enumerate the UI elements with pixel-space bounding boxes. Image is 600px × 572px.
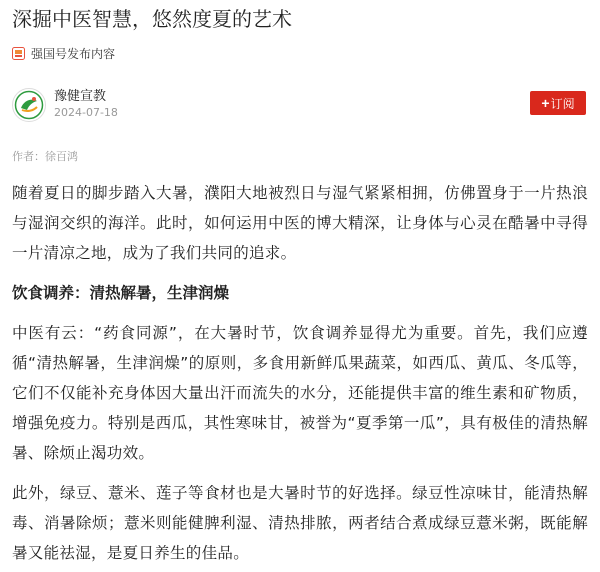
- badge-icon: [12, 47, 25, 60]
- reporter-line: 作者：徐百鸿: [12, 150, 78, 163]
- source-line: [12, 44, 115, 62]
- article-body: [12, 178, 588, 568]
- body-paragraph: 此外，绿豆、薏米、莲子等食材也是大暑时节的好选择。绿豆性凉味甘，能清热解毒、消暑除烦；薏米则能健脾利湿、清热排脓，两者结合煮成绿豆薏米粥，既能解暑又能祛湿，是夏日养生的佳品。: [12, 484, 588, 562]
- author-name[interactable]: 豫健宣教: [54, 89, 107, 104]
- body-paragraph: 中医有云：“药食同源”，在大暑时节，饮食调养显得尤为重要。首先，我们应遵循“清热解暑，生津润燥”的原则，多食用新鲜瓜果蔬菜，如西瓜、黄瓜、冬瓜等，它们不仅能补充身体因大量出汗而流失的水分，还能提供丰富的维生素和矿物质，增强免疫力。特别是西瓜，其性寒味甘，被誉为“夏季第一瓜”，具有极佳的清热解暑、除烦止渴功效。: [12, 324, 588, 462]
- publish-date: 2024-07-18: [54, 106, 118, 119]
- health-logo-icon[interactable]: [12, 88, 46, 122]
- subscribe-label: 订阅: [550, 96, 575, 111]
- body-paragraph: 随着夏日的脚步踏入大暑，濮阳大地被烈日与湿气紧紧相拥，仿佛置身于一片热浪与湿润交织的海洋。此时，如何运用中医的博大精深，让身体与心灵在酷暑中寻得一片清凉之地，成为了我们共同的追求。: [12, 184, 588, 262]
- article-title: 深掘中医智慧，悠然度夏的艺术: [12, 7, 292, 31]
- plus-icon: +: [541, 95, 550, 111]
- source-label: 强国号发布内容: [31, 46, 116, 61]
- author-row: [12, 88, 588, 122]
- subscribe-button[interactable]: [530, 91, 586, 115]
- section-heading: 饮食调养：清热解暑，生津润燥: [12, 284, 230, 302]
